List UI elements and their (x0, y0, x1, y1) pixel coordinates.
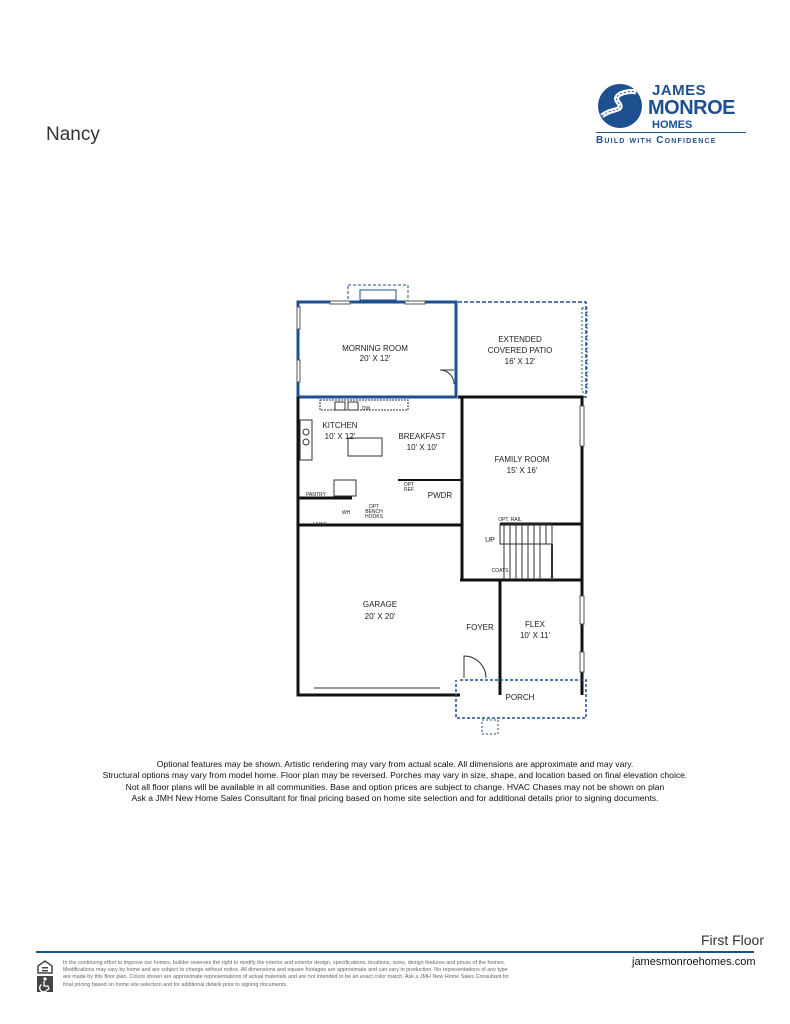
accessibility-icon (37, 976, 53, 992)
disclaimer-line: Not all floor plans will be available in all communities. Base and option prices are subject to change. HVAC Chases may not be shown on plan (125, 781, 665, 792)
bench-label-3: HOOKS (364, 514, 384, 520)
disclaimer (0, 759, 790, 805)
garage-name: GARAGE (362, 600, 398, 609)
porch-name: PORCH (505, 693, 535, 702)
disclaimer-line: Structural options may vary from model home. Floor plan may be reversed. Porches may vary in size, shape, and location based on final elevation choice. (102, 770, 688, 781)
website: jamesmonroehomes.com (632, 956, 756, 968)
patio-name-2: COVERED PATIO (487, 346, 553, 355)
foyer-door (464, 656, 486, 678)
opt-ref-label-2: REF (404, 487, 414, 493)
floor-plan (290, 280, 600, 740)
kitchen-name: KITCHEN (322, 421, 358, 430)
logo-line-2: MONROE (648, 97, 735, 119)
garage-size: 20' X 20' (364, 612, 396, 621)
family-room-name: FAMILY ROOM (494, 455, 550, 464)
road-emblem-icon (596, 82, 646, 130)
fineprint-line: In the continuing effort to improve our homes, builder reserves the right to modify the interior and exterior design, specifications, locations, sizes, design features and prices of the homes. (63, 960, 506, 966)
family-room-size: 15' X 16' (506, 466, 538, 475)
breakfast-name: BREAKFAST (398, 432, 446, 441)
morning-room-walls (297, 285, 456, 397)
logo-rule (596, 132, 746, 133)
fineprint-line: final pricing based on home site selection and for additional details prior to signing documents. (63, 981, 288, 988)
fineprint (63, 960, 608, 989)
hvac-label: HVAC (313, 522, 327, 528)
plan-title: Nancy (46, 124, 100, 145)
pantry-label: PANTRY (306, 492, 326, 498)
opt-ref-label-1: OPT (403, 482, 415, 488)
breakfast-size: 10' X 10' (406, 443, 438, 452)
flex-name: FLEX (524, 620, 546, 629)
fineprint-line: Modifications may vary by home and are subject to change without notice. All dimensions and square footages are approximate and can vary in production. No representations of any type (63, 967, 508, 974)
opt-rail-label: OPT. RAIL (498, 517, 522, 523)
dw-label: DW (361, 406, 371, 412)
equal-housing-icon (37, 960, 53, 974)
bench-label-2: BENCH (365, 509, 383, 515)
patio-size: 16' X 12' (504, 357, 536, 366)
footer-rule (36, 951, 754, 953)
kitchen-fixtures (300, 400, 408, 496)
house-walls (298, 397, 582, 695)
flex-size: 10' X 11' (519, 631, 551, 640)
stair-up-label: UP (485, 537, 495, 544)
foyer-name: FOYER (466, 623, 494, 632)
fineprint-line: are made by this floor plan. Colors shown are approximate representations of actual materials and are not intended to be an exact color match. Ask a JMH New Home Sales Consultant for (63, 974, 510, 981)
morning-room-size: 20' X 12' (359, 354, 391, 363)
company-logo (594, 80, 754, 150)
patio-name-1: EXTENDED (498, 335, 542, 344)
kitchen-size: 10' X 12' (324, 432, 356, 441)
disclaimer-line: Optional features may be shown. Artistic rendering may vary from actual scale. All dimensions are approximate and may vary. (156, 759, 634, 769)
disclaimer-line: Ask a JMH New Home Sales Consultant for final pricing based on home site selection and for additional details prior to signing documents. (131, 793, 659, 804)
logo-line-1: JAMES (652, 82, 707, 99)
porch-outline (456, 680, 586, 734)
floor-label: First Floor (701, 932, 764, 948)
morning-room-name: MORNING ROOM (342, 344, 408, 353)
coats-label: COATS (491, 568, 509, 574)
logo-tagline: Build with Confidence (596, 135, 717, 146)
wh-label: WH (341, 510, 351, 516)
pwdr-name: PWDR (427, 491, 453, 500)
bench-label-1: OPT (368, 504, 380, 510)
logo-line-3: HOMES (652, 119, 693, 131)
